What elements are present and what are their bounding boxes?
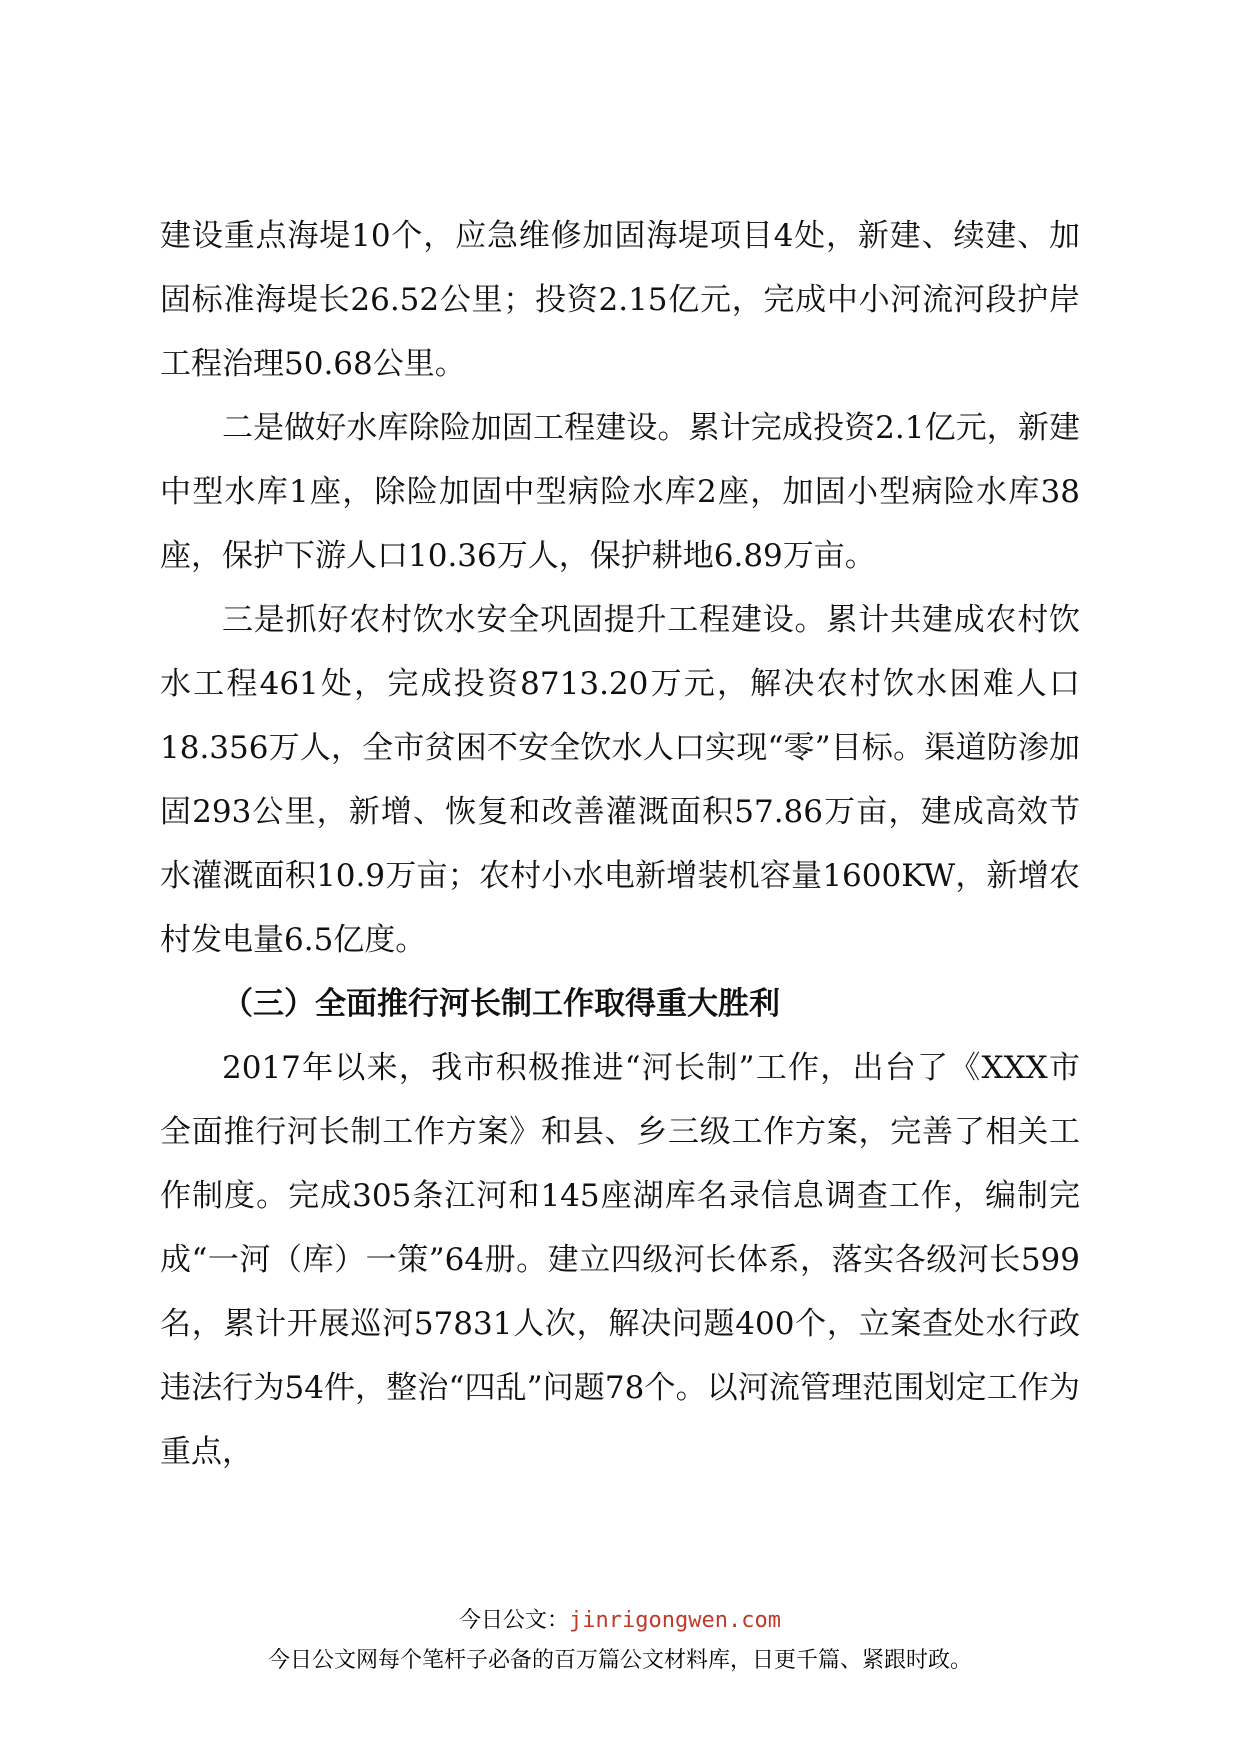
paragraph-continuation: 建设重点海堤10个，应急维修加固海堤项目4处，新建、续建、加固标准海堤长26.52公里；投资2.15亿元，完成中小河流河段护岸工程治理50.68公里。	[160, 218, 1080, 382]
footer-site-label: 今日公文：	[459, 1608, 570, 1633]
footer-slogan: 今日公文网每个笔杆子必备的百万篇公文材料库，日更千篇、紧跟时政。	[267, 1648, 972, 1673]
section-heading: （三）全面推行河长制工作取得重大胜利	[222, 986, 780, 1022]
document-body	[160, 204, 1080, 1484]
footer-site	[0, 1606, 1240, 1636]
paragraph-river-chief: 2017年以来，我市积极推进“河长制”工作，出台了《XXX市全面推行河长制工作方案》和县、乡三级工作方案，完善了相关工作制度。完成305条江河和145座湖库名录信息调查工作，编制完成“一河（库）一策”64册。建立四级河长体系，落实各级河长599名，累计开展巡河57831人次，解决问题400个，立案查处水行政违法行为54件，整治“四乱”问题78个。以河流管理范围划定工作为重点，	[160, 1050, 1080, 1470]
paragraph-reservoir: 二是做好水库除险加固工程建设。累计完成投资2.1亿元，新建中型水库1座，除险加固中型病险水库2座，加固小型病险水库38座，保护下游人口10.36万人，保护耕地6.89万亩。	[160, 410, 1080, 574]
paragraph-rural-water: 三是抓好农村饮水安全巩固提升工程建设。累计共建成农村饮水工程461处，完成投资8713.20万元，解决农村饮水困难人口18.356万人，全市贫困不安全饮水人口实现“零”目标。渠道防渗加固293公里，新增、恢复和改善灌溉面积57.86万亩，建成高效节水灌溉面积10.9万亩；农村小水电新增装机容量1600KW，新增农村发电量6.5亿度。	[160, 602, 1080, 958]
footer-site-link[interactable]: jinrigongwen.com	[569, 1608, 781, 1633]
